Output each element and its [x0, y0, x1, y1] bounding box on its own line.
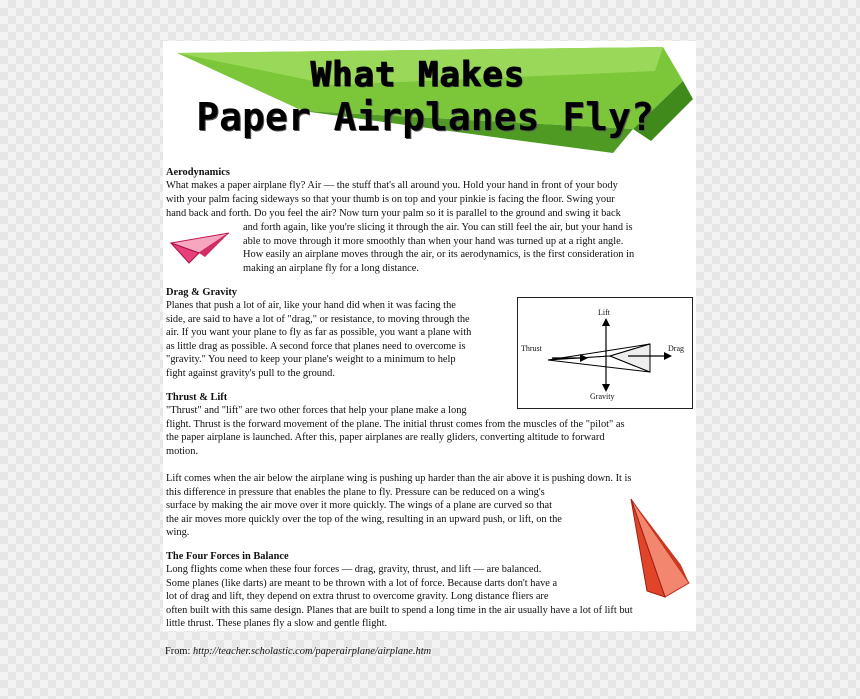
document-page	[163, 41, 696, 631]
aero-line-4: and forth again, like you're slicing it through the air. You can still feel the air, but your hand is	[243, 222, 633, 233]
drag-line-6: fight against gravity's pull to the ground.	[166, 368, 335, 379]
drag-line-2: side, are said to have a lot of "drag," or resistance, to moving through the	[166, 314, 470, 325]
thrust-line-4: motion.	[166, 446, 199, 457]
balance-line-3: lot of drag and lift, they depend on extra thrust to overcome gravity. Long distance fliers are	[166, 591, 549, 602]
heading-aerodynamics: Aerodynamics	[166, 167, 230, 178]
aero-line-1: What makes a paper airplane fly? Air — the stuff that's all around you. Hold your hand in front of your body	[166, 180, 618, 191]
lift-line-3: surface by making the air move over it more quickly. The wings of a plane are curved so that	[166, 500, 553, 511]
heading-drag-gravity: Drag & Gravity	[166, 287, 237, 298]
red-dart-plane-icon	[625, 495, 695, 603]
lift-line-1: Lift comes when the air below the airplane wing is pushing up harder than the air above it is pushing down. It is	[166, 473, 632, 484]
label-lift: Lift	[598, 308, 610, 317]
thrust-line-1: "Thrust" and "lift" are two other forces that help your plane make a long	[166, 405, 467, 416]
aero-line-3: hand back and forth. Do you feel the air? Now turn your palm so it is parallel to the ground and swing it back	[166, 208, 621, 219]
lift-line-4: the air moves more quickly over the top of the wing, resulting in an upward push, or lift, on the	[166, 514, 562, 525]
drag-line-5: "gravity." You need to keep your plane's weight to a minimum to help	[166, 354, 456, 365]
heading-thrust-lift: Thrust & Lift	[166, 392, 228, 403]
aero-line-2: with your palm facing sideways so that your thumb is on top and your pinkie is facing the floor. Swing your	[166, 194, 615, 205]
balance-line-1: Long flights come when these four forces — drag, gravity, thrust, and lift — are balanced.	[166, 564, 542, 575]
balance-line-2: Some planes (like darts) are meant to be thrown with a lot of force. Because darts don't have a	[166, 578, 558, 589]
lift-line-2: this difference in pressure that enables the plane to fly. Pressure can be reduced on a wing's	[166, 487, 545, 498]
aero-line-6: How easily an airplane moves through the air, or its aerodynamics, is the first consideration in	[243, 249, 635, 260]
pink-paper-plane-icon	[169, 227, 231, 267]
title-banner	[163, 41, 696, 161]
source-url-link[interactable]: http://teacher.scholastic.com/paperairplane/airplane.htm	[193, 646, 432, 657]
drag-line-4: as little drag as possible. A second force that planes need to overcome is	[166, 341, 466, 352]
drag-line-1: Planes that push a lot of air, like your hand did when it was facing the	[166, 300, 456, 311]
thrust-line-3: the paper airplane is launched. After this, paper airplanes are really gliders, converting altitude to forward	[166, 432, 605, 443]
label-drag: Drag	[668, 344, 684, 353]
aero-line-5: able to move through it more smoothly than when your hand was turned up at a right angle.	[243, 236, 624, 247]
source-citation	[165, 646, 431, 657]
aero-line-7: making an airplane fly for a long distance.	[243, 263, 420, 274]
drag-line-3: air. If you want your plane to fly as far as possible, you want a plane with	[166, 327, 472, 338]
title-line-1: What Makes	[310, 55, 526, 95]
balance-line-4: often built with this same design. Planes that are built to spend a long time in the air usually have a lot of lift but	[166, 605, 633, 616]
title-line-2: Paper Airplanes Fly?	[196, 95, 654, 139]
label-gravity: Gravity	[590, 392, 615, 401]
source-label: From:	[165, 646, 191, 657]
thrust-line-2: flight. Thrust is the forward movement of the plane. The initial thrust comes from the muscles of the "pilot" as	[166, 419, 625, 430]
four-forces-diagram	[517, 297, 693, 409]
balance-line-5: little thrust. These planes fly a slow and gentle flight.	[166, 618, 388, 629]
lift-line-5: wing.	[166, 527, 190, 538]
label-thrust: Thrust	[521, 344, 542, 353]
heading-four-forces: The Four Forces in Balance	[166, 551, 289, 562]
